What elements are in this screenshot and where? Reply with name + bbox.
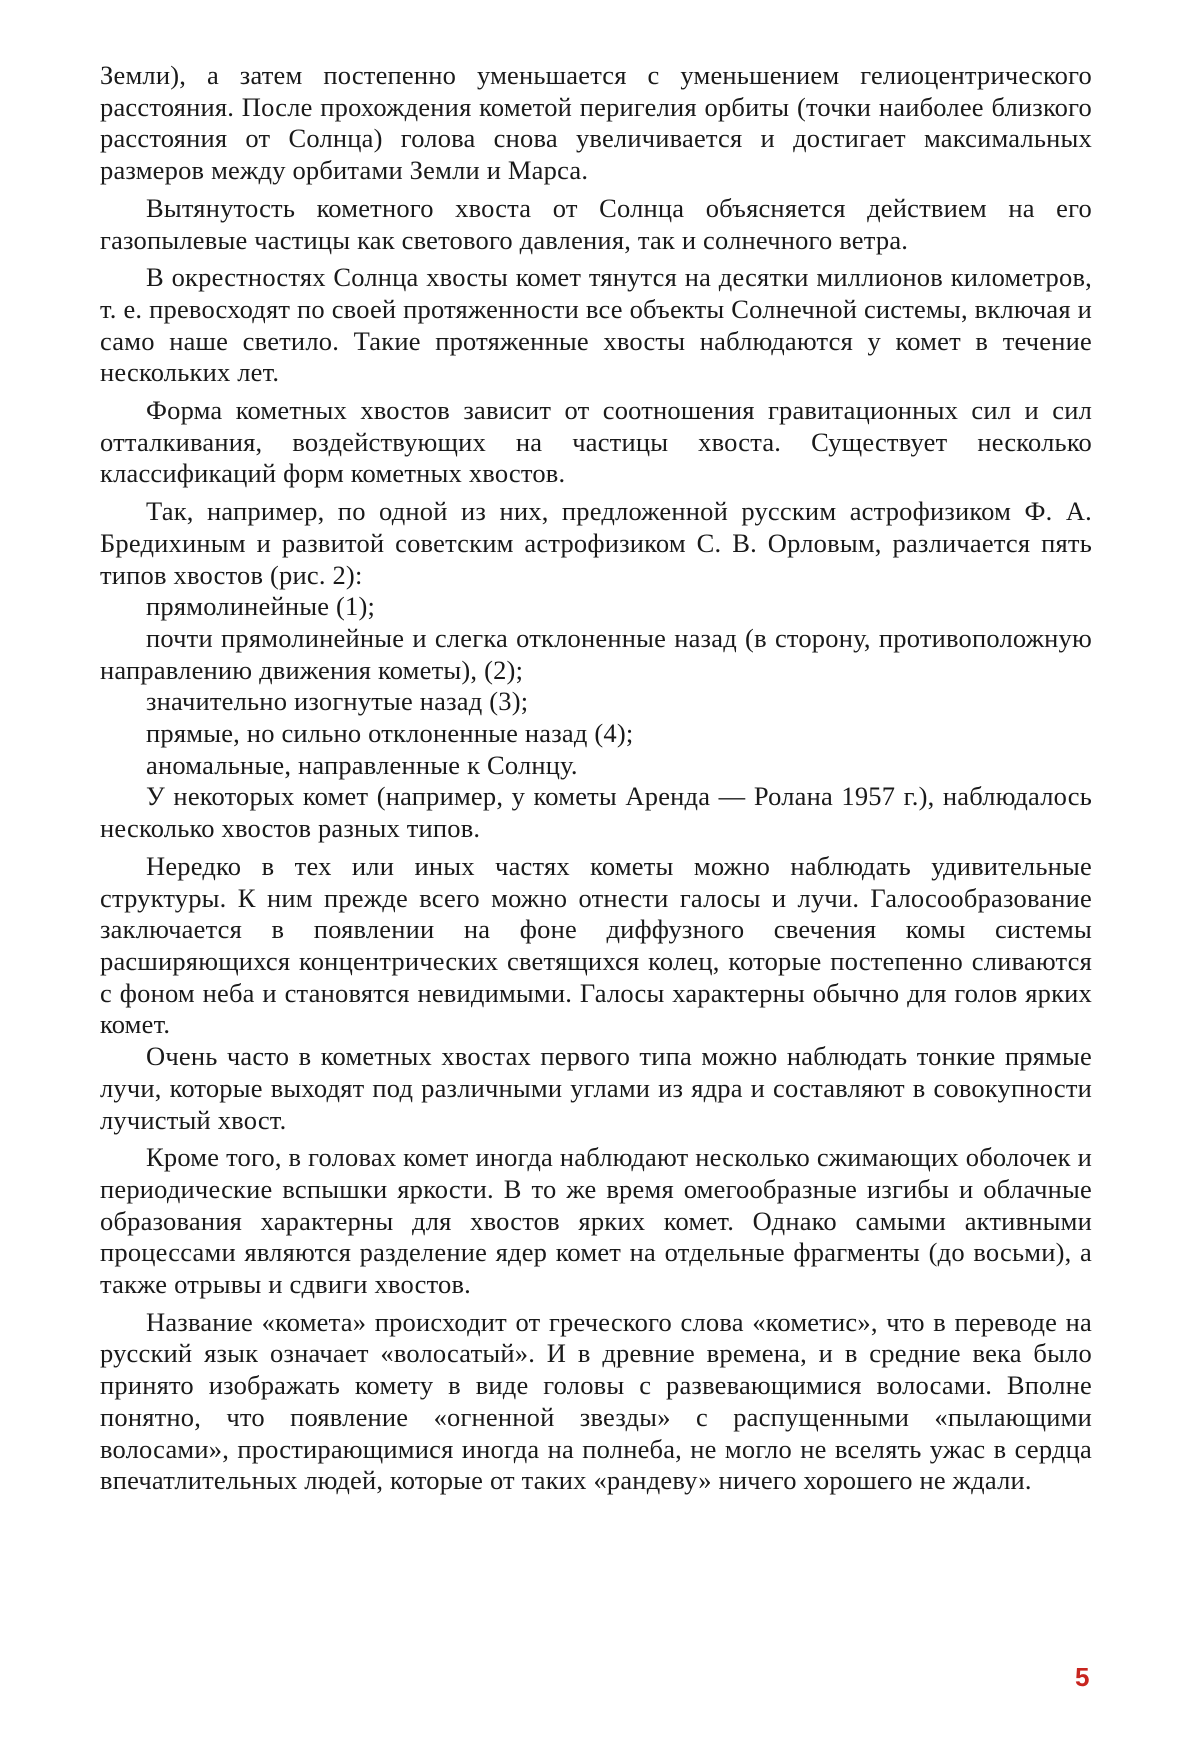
paragraph: У некоторых комет (например, у кометы Аренда — Ролана 1957 г.), наблюдалось несколько хвостов разных типов. [100,781,1092,844]
page-number: 5 [1075,1662,1090,1692]
list-item: почти прямолинейные и слегка отклоненные назад (в сторону, противоположную направлению движения кометы), (2); [100,622,1092,685]
paragraph: Очень часто в кометных хвостах первого типа можно наблюдать тонкие прямые лучи, которые выходят под различными углами из ядра и составляют в совокупности лучистый хвост. [100,1041,1092,1135]
list-item: аномальные, направленные к Солнцу. [146,749,578,780]
page-text-column [100,60,1092,1497]
list-item: прямые, но сильно отклоненные назад (4); [146,718,634,749]
list-item: значительно изогнутые назад (3); [146,686,529,717]
paragraph: Название «комета» происходит от греческого слова «кометис», что в переводе на русский язык означает «волосатый». И в древние времена, и в средние века было принято изображать комету в виде головы с развевающимися волосами. Вполне понятно, что появление «огненной звезды» с распущенными «пылающими волосами», простирающимися иногда на полнеба, не могло не вселять ужас в сердца впечатлительных людей, которые от таких «рандеву» ничего хорошего не ждали. [100,1306,1092,1496]
paragraph: Кроме того, в головах комет иногда наблюдают несколько сжимающих оболочек и периодические вспышки яркости. В то же время омегообразные изгибы и облачные образования характерны для хвостов ярких комет. Однако самыми активными процессами являются разделение ядер комет на отдельные фрагменты (до восьми), а также отрывы и сдвиги хвостов. [100,1142,1092,1300]
paragraph: Форма кометных хвостов зависит от соотношения гравитационных сил и сил отталкивания, воздействующих на частицы хвоста. Существует несколько классификаций форм кометных хвостов. [100,395,1092,489]
list-item: прямолинейные (1); [146,591,376,622]
paragraph: Вытянутость кометного хвоста от Солнца объясняется действием на его газопылевые частицы как светового давления, так и солнечного ветра. [100,192,1092,255]
paragraph: В окрестностях Солнца хвосты комет тянутся на десятки миллионов километров, т. е. превосходят по своей протяженности все объекты Солнечной системы, включая и само наше светило. Такие протяженные хвосты наблюдаются у комет в течение нескольких лет. [100,262,1092,388]
paragraph: Нередко в тех или иных частях кометы можно наблюдать удивительные структуры. К ним прежде всего можно отнести галосы и лучи. Галосообразование заключается в появлении на фоне диффузного свечения комы системы расширяющихся концентрических светящихся колец, которые постепенно сливаются с фоном неба и становятся невидимыми. Галосы характерны обычно для голов ярких комет. [100,850,1092,1040]
paragraph: Земли), а затем постепенно уменьшается с уменьшением гелиоцентрического расстояния. После прохождения кометой перигелия орбиты (точки наиболее близкого расстояния от Солнца) голова снова увеличивается и достигает максимальных размеров между орбитами Земли и Марса. [100,60,1092,186]
paragraph: Так, например, по одной из них, предложенной русским астрофизиком Ф. А. Бредихиным и развитой советским астрофизиком С. В. Орловым, различается пять типов хвостов (рис. 2): [100,496,1092,590]
